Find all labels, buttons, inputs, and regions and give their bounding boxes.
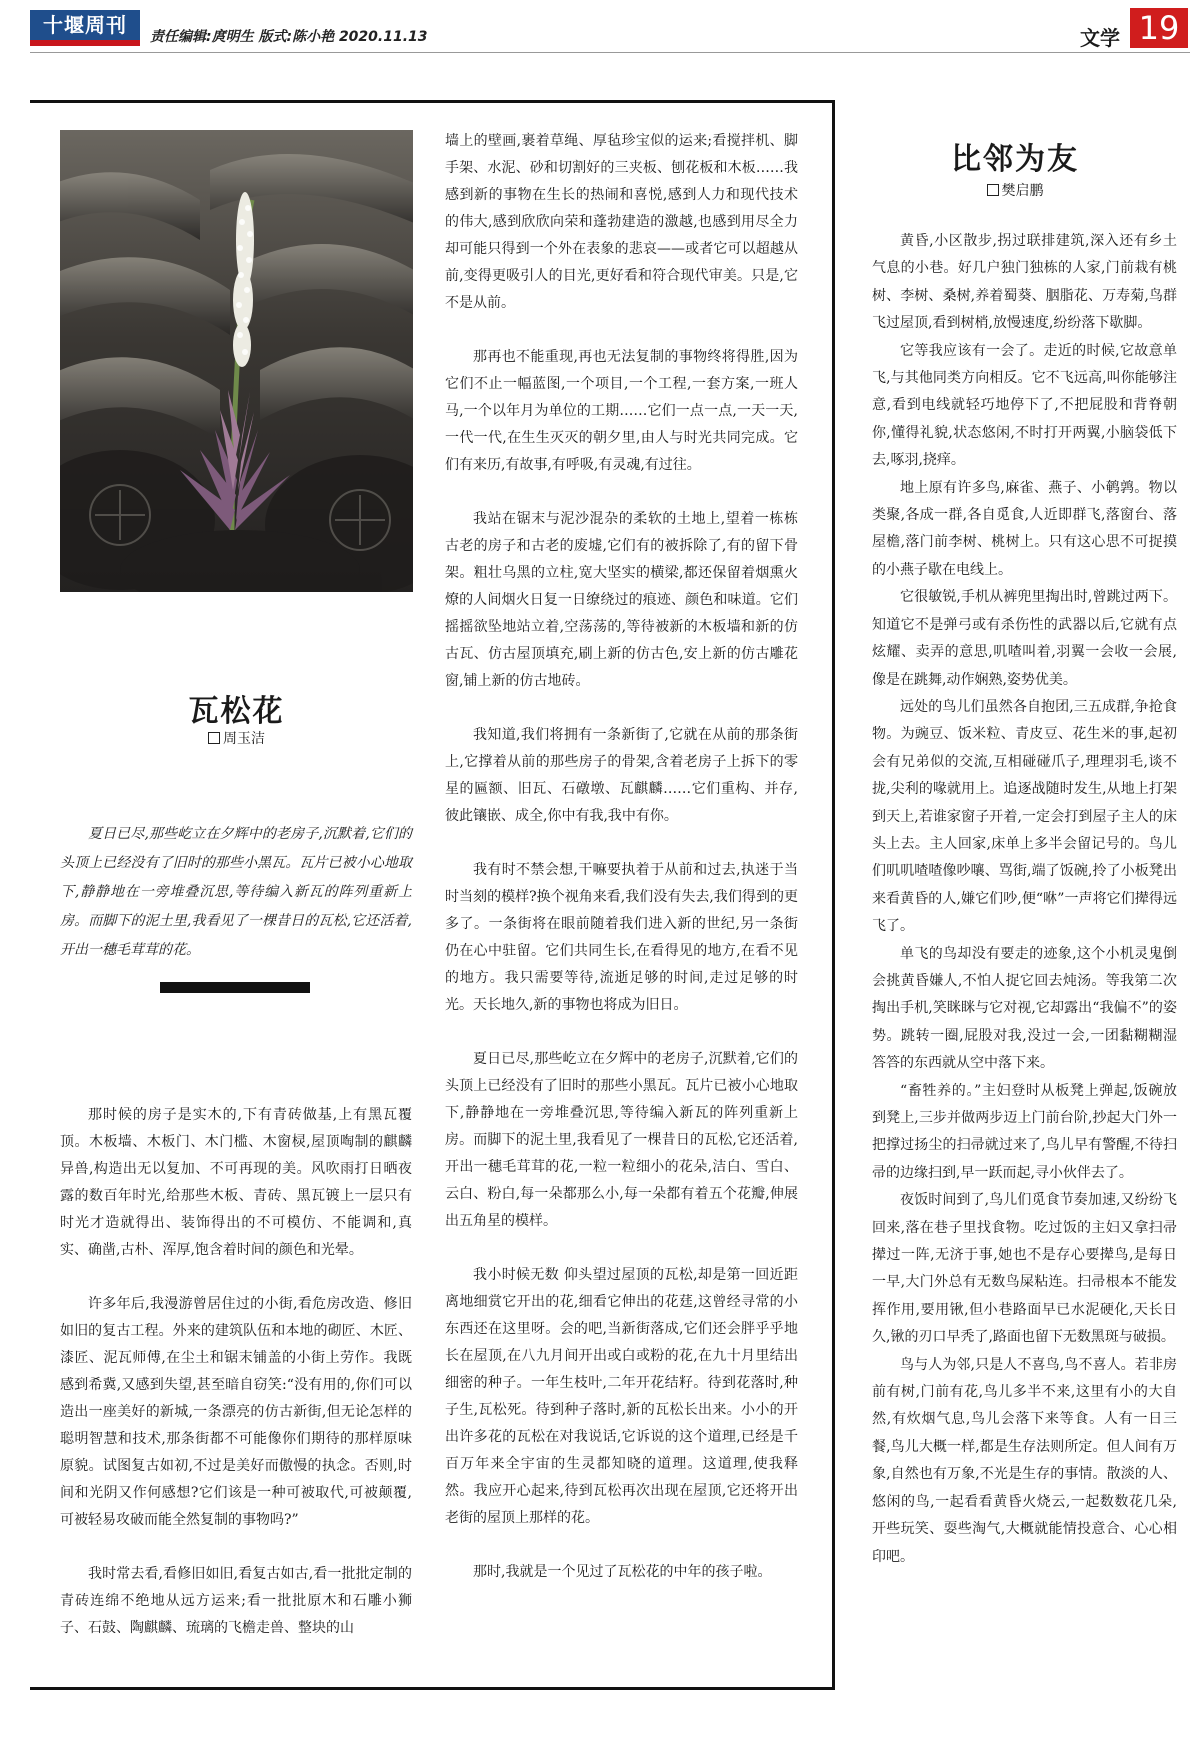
article1-author: 周玉洁 bbox=[223, 731, 265, 747]
article1-column-1 bbox=[60, 1102, 412, 1642]
paragraph: 黄昏,小区散步,拐过联排建筑,深入还有乡土气息的小巷。好几户独门独栋的人家,门前栽有桃树、李树、桑树,养着蜀葵、胭脂花、万寿菊,鸟群飞过屋顶,看到树梢,放慢速度,纷纷落下歇脚。 bbox=[872, 233, 1177, 332]
paragraph: “畜牲养的。”主妇登时从板凳上弹起,饭碗放到凳上,三步并做两步迈上门前台阶,抄起大门外一把撑过扬尘的扫帚就过来了,鸟儿早有警醒,不待扫帚的边缘扫到,早一跃而起,寻小伙伴去了。 bbox=[872, 1082, 1177, 1181]
paragraph: 墙上的壁画,裹着草绳、厚毡珍宝似的运来;看搅拌机、脚手架、水泥、砂和切割好的三夹板、刨花板和木板……我感到新的事物在生长的热闹和喜悦,感到人力和现代技术的伟大,感到欣欣向荣和蓬勃建造的激越,也感到用尽全力却可能只得到一个外在表象的悲哀——或者它可以超越从前,变得更吸引人的目光,更好看和符合现代审美。只是,它不是从前。 bbox=[445, 133, 798, 311]
paragraph: 它很敏锐,手机从裤兜里掏出时,曾跳过两下。知道它不是弹弓或有杀伤性的武器以后,它就有点炫耀、卖弄的意思,叽喳叫着,羽翼一会收一会展,像是在跳舞,动作娴熟,姿势优美。 bbox=[872, 589, 1177, 688]
byline-box-icon bbox=[208, 732, 220, 744]
article-frame-top bbox=[30, 100, 835, 103]
article2-byline bbox=[850, 180, 1180, 200]
paragraph: 地上原有许多鸟,麻雀、燕子、小鹌鹑。物以类聚,各成一群,各自觅食,人近即群飞,落窗台、落屋檐,落门前李树、桃树上。只有这心思不可捉摸的小燕子歇在电线上。 bbox=[872, 479, 1177, 578]
article2-title: 比邻为友 bbox=[951, 142, 1079, 177]
paragraph: 那时,我就是一个见过了瓦松花的中年的孩子啦。 bbox=[473, 1564, 772, 1580]
paragraph: 夜饭时间到了,鸟儿们觅食节奏加速,又纷纷飞回来,落在巷子里找食物。吃过饭的主妇又拿扫帚撵过一阵,无济于事,她也不是存心要撵鸟,是每日一早,大门外总有无数鸟屎粘连。扫帚根本不能发挥作用,要用锹,但小巷路面早已水泥硬化,天长日久,锹的刃口早秃了,路面也留下无数黑斑与破损。 bbox=[872, 1192, 1177, 1346]
article-frame-bottom bbox=[30, 1687, 835, 1690]
paragraph: 鸟与人为邻,只是人不喜鸟,鸟不喜人。若非房前有树,门前有花,鸟儿多半不来,这里有小的大自然,有炊烟气息,鸟儿会落下来等食。人有一日三餐,鸟儿大概一样,都是生存法则所定。但人间有万象,自然也有万象,不光是生存的事情。散淡的人、悠闲的鸟,一起看看黄昏火烧云,一起数数花几朵,开些玩笑、耍些淘气,大概就能情投意合、心心相印吧。 bbox=[872, 1356, 1177, 1565]
editor-credit-line: 责任编辑:庹明生 版式:陈小艳 2020.11.13 bbox=[150, 29, 428, 45]
article1-byline bbox=[60, 728, 413, 748]
article2-column bbox=[872, 228, 1177, 1571]
paragraph: 我站在锯末与泥沙混杂的柔软的土地上,望着一栋栋古老的房子和古老的废墟,它们有的被拆除了,有的留下骨架。粗壮乌黑的立柱,宽大坚实的横梁,都还保留着烟熏火燎的人间烟火日复一日缭绕过的痕迹、颜色和味道。它们摇摇欲坠地站立着,空荡荡的,等待被新的木板墙和新的仿古瓦、仿古屋顶填充,刷上新的仿古色,安上新的仿古雕花窗,铺上新的仿古地砖。 bbox=[445, 511, 798, 689]
article-frame-right bbox=[832, 100, 835, 1690]
paragraph: 那时候的房子是实木的,下有青砖做基,上有黑瓦覆顶。木板墙、木板门、木门槛、木窗棂,屋顶啕制的麒麟异兽,构造出无以复加、不可再现的美。风吹雨打日晒夜露的数百年时光,给那些木板、青砖、黑瓦镀上一层只有时光才造就得出、装饰得出的不可模仿、不能调和,真实、确凿,古朴、浑厚,饱含着时间的颜色和光晕。 bbox=[60, 1107, 412, 1258]
article2-author: 樊启鹏 bbox=[1001, 183, 1044, 199]
paragraph: 远处的鸟儿们虽然各自抱团,三五成群,争抢食物。为豌豆、饭米粒、青皮豆、花生米的事,起初会有兄弟似的交流,互相碰碰爪子,理理羽毛,谈不拢,尖利的喙就用上。追逐战随时发生,从地上打架到天上,若谁家窗子开着,一定会打到屋子主人的床头上去。主人回家,床单上多半会留记号的。鸟儿们叽叽喳喳像吵嚷、骂街,端了饭碗,拎了小板凳出来看黄昏的人,嫌它们吵,便“咻”一声将它们撵得远飞了。 bbox=[872, 698, 1177, 935]
masthead-logo: 十堰周刊 bbox=[30, 10, 140, 40]
paragraph: 夏日已尽,那些屹立在夕辉中的老房子,沉默着,它们的头顶上已经没有了旧时的那些小黑瓦。瓦片已被小心地取下,静静地在一旁堆叠沉思,等待编入新瓦的阵列重新上房。而脚下的泥土里,我看见了一棵昔日的瓦松,它还活着,开出一穗毛茸茸的花,一粒一粒细小的花朵,洁白、雪白、云白、粉白,每一朵都那么小,每一朵都有着五个花瓣,伸展出五角星的模样。 bbox=[445, 1051, 798, 1229]
article1-column-2 bbox=[445, 128, 798, 1586]
paragraph: 我知道,我们将拥有一条新街了,它就在从前的那条街上,它撑着从前的那些房子的骨架,含着老房子上拆下的零星的匾额、旧瓦、石礅墩、瓦麒麟……它们重构、并存,彼此镶嵌、成全,你中有我,我中有你。 bbox=[445, 727, 798, 824]
paragraph: 单飞的鸟却没有要走的迹象,这个小机灵鬼倒会挑黄昏嫌人,不怕人捉它回去炖汤。等我第二次掏出手机,笑眯眯与它对视,它却露出“我偏不”的姿势。跳转一圈,屁股对我,没过一会,一团黏糊糊湿答答的东西就从空中落下来。 bbox=[872, 945, 1177, 1072]
paragraph: 它等我应该有一会了。走近的时候,它故意单飞,与其他同类方向相反。它不飞远高,叫你能够注意,看到电线就轻巧地停下了,不把屁股和背脊朝你,懂得礼貌,状态悠闲,不时打开两翼,小脑袋低下去,啄羽,挠痒。 bbox=[872, 342, 1177, 469]
section-name: 文学 bbox=[1080, 26, 1120, 50]
article1-title: 瓦松花 bbox=[188, 694, 285, 729]
paragraph: 那再也不能重现,再也无法复制的事物终将得胜,因为它们不止一幅蓝图,一个项目,一个工程,一套方案,一班人马,一个以年月为单位的工期……它们一点一点,一天一天,一代一代,在生生灭灭的朝夕里,由人与时光共同完成。它们有来历,有故事,有呼吸,有灵魂,有过往。 bbox=[445, 349, 798, 473]
byline-box-icon bbox=[987, 184, 999, 196]
paragraph: 我有时不禁会想,干嘛要执着于从前和过去,执迷于当时当刻的模样?换个视角来看,我们没有失去,我们得到的更多了。一条街将在眼前随着我们进入新的世纪,另一条街仍在心中驻留。它们共同生长,在看得见的地方,在看不见的地方。我只需要等待,流逝足够的时间,走过足够的时光。天长地久,新的事物也将成为旧日。 bbox=[445, 862, 798, 1013]
header-rule bbox=[30, 52, 1190, 53]
masthead-stripe bbox=[30, 40, 140, 46]
paragraph: 我小时候无数 仰头望过屋顶的瓦松,却是第一回近距离地细赏它开出的花,细看它伸出的花莛,这曾经寻常的小东西还在这里呀。会的吧,当新街落成,它们还会胖乎乎地长在屋顶,在八九月间开出或白或粉的花,在九十月里结出细密的种子。一年生枝叶,二年开花结籽。待到花落时,种子生,瓦松死。待到种子落时,新的瓦松长出来。小小的开出许多花的瓦松在对我说话,它诉说的这个道理,已经是千百万年来全宇宙的生灵都知晓的道理。这道理,使我释然。我应开心起来,待到瓦松再次出现在屋顶,它还将开出老街的屋顶上那样的花。 bbox=[445, 1267, 798, 1526]
wasong-flower-photo-icon bbox=[60, 130, 413, 592]
article1-lead: 夏日已尽,那些屹立在夕辉中的老房子,沉默着,它们的头顶上已经没有了旧时的那些小黑瓦。瓦片已被小心地取下,静静地在一旁堆叠沉思,等待编入新瓦的阵列重新上房。而脚下的泥土里,我看见了一棵昔日的瓦松,它还活着,开出一穗毛茸茸的花。 bbox=[60, 826, 412, 958]
page-number-badge: 19 bbox=[1130, 8, 1188, 48]
paragraph: 许多年后,我漫游曾居住过的小街,看危房改造、修旧如旧的复古工程。外来的建筑队伍和本地的砌匠、木匠、漆匠、泥瓦师傅,在尘土和锯末铺盖的小街上劳作。我既感到希冀,又感到失望,甚至暗自窃笑:“没有用的,你们可以造出一座美好的新城,一条漂亮的仿古新街,但无论怎样的聪明智慧和技术,那条街都不可能像你们期待的那样原味原貌。试图复古如初,不过是美好而傲慢的执念。否则,时间和光阴又作何感想?它们该是一种可被取代,可被颠覆,可被轻易攻破而能全然复制的事物吗?” bbox=[60, 1296, 412, 1528]
article-photo bbox=[60, 130, 413, 592]
paragraph: 我时常去看,看修旧如旧,看复古如古,看一批批定制的青砖连绵不绝地从远方运来;看一批批原木和石雕小狮子、石鼓、陶麒麟、琉璃的飞檐走兽、整块的山 bbox=[60, 1566, 412, 1636]
decorative-rule bbox=[160, 982, 310, 993]
